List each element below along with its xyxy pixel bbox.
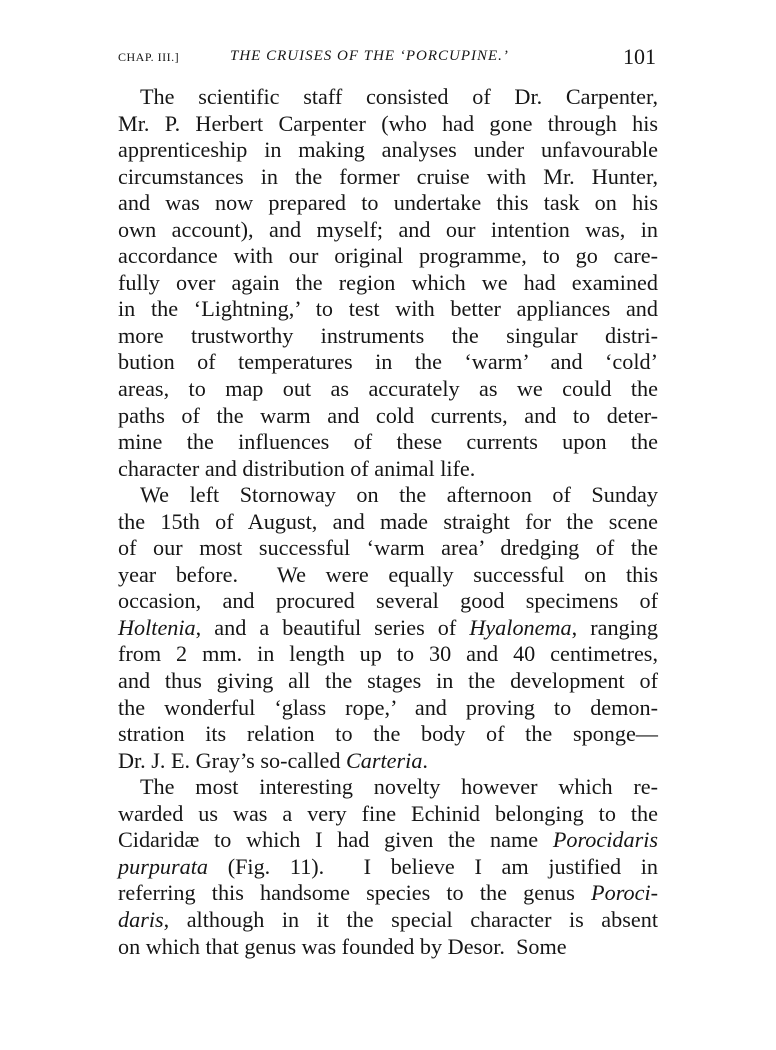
text-line: [118, 323, 658, 350]
text-line: [118, 403, 658, 430]
text-run: Cidaridæ to which I had given the name: [118, 827, 553, 853]
text-line: [118, 243, 658, 270]
text-line: [118, 774, 658, 801]
italic-term: Carteria: [345, 747, 423, 773]
text-run: own account), and myself; and our intention was, in: [118, 216, 658, 242]
text-run: stration its relation to the body of the sponge—: [118, 721, 658, 747]
text-line: [118, 801, 658, 828]
text-line: [118, 907, 658, 934]
text-run: referring this handsome species to the genus: [118, 880, 592, 906]
text-run: and was now prepared to undertake this task on his: [118, 190, 658, 216]
text-run: the 15th of August, and made straight for the scene: [118, 508, 658, 534]
text-line: [118, 615, 658, 642]
text-line: [118, 535, 658, 562]
text-line: [118, 111, 658, 138]
text-line: [118, 349, 658, 376]
text-run: (Fig. 11). I believe I am justified in: [208, 853, 658, 879]
text-run: Mr. P. Herbert Carpenter (who had gone through his: [118, 110, 658, 136]
italic-term: Holtenia: [118, 614, 196, 640]
text-run: of our most successful ‘warm area’ dredging of the: [118, 535, 658, 561]
text-line: [118, 137, 658, 164]
text-run: areas, to map out as accurately as we could the: [118, 376, 658, 402]
text-run: bution of temperatures in the ‘warm’ and ‘cold’: [118, 349, 658, 375]
text-line: [118, 588, 658, 615]
text-run: We left Stornoway on the afternoon of Sunday: [140, 482, 658, 508]
text-run: occasion, and procured several good specimens of: [118, 588, 658, 614]
text-run: , although in it the special character is absent: [163, 906, 658, 932]
chapter-label: CHAP. III.]: [118, 50, 180, 64]
text-run: circumstances in the former cruise with Mr. Hunter,: [118, 163, 658, 189]
chapter-title: THE CRUISES OF THE ‘PORCUPINE.’: [230, 48, 509, 64]
text-line: [118, 695, 658, 722]
text-line: [118, 296, 658, 323]
italic-term: purpurata: [118, 853, 208, 879]
page-number: 101: [623, 44, 656, 69]
text-line: [118, 429, 658, 456]
text-line: [118, 509, 658, 536]
text-line: [118, 748, 658, 775]
text-run: more trustworthy instruments the singular distri-: [118, 322, 658, 348]
text-line: [118, 827, 658, 854]
text-run: The scientific staff consisted of Dr. Carpenter,: [140, 84, 658, 109]
text-line: [118, 376, 658, 403]
running-head: [118, 44, 658, 70]
text-line: [118, 562, 658, 589]
text-run: fully over again the region which we had examined: [118, 269, 658, 295]
text-line: [118, 270, 658, 297]
text-line: [118, 84, 658, 111]
text-line: [118, 880, 658, 907]
text-run: in the ‘Lightning,’ to test with better appliances and: [118, 296, 658, 322]
text-line: [118, 217, 658, 244]
text-run: , and a beautiful series of: [195, 614, 470, 640]
text-run: character and distribution of animal life.: [118, 455, 476, 481]
italic-term: Poroci-: [591, 880, 658, 906]
text-line: [118, 190, 658, 217]
body-text: [118, 84, 658, 960]
text-line: [118, 482, 658, 509]
text-line: [118, 934, 658, 961]
text-run: from 2 mm. in length up to 30 and 40 centimetres,: [118, 641, 658, 667]
text-run: mine the influences of these currents upon the: [118, 429, 658, 455]
text-run: accordance with our original programme, to go care-: [118, 243, 658, 269]
text-run: The most interesting novelty however which re-: [140, 774, 658, 800]
italic-term: Porocidaris: [552, 827, 658, 853]
text-run: and thus giving all the stages in the development of: [118, 668, 658, 694]
text-line: [118, 668, 658, 695]
text-run: warded us was a very fine Echinid belonging to the: [118, 800, 658, 826]
text-run: Dr. J. E. Gray’s so-called: [118, 747, 346, 773]
text-run: the wonderful ‘glass rope,’ and proving to demon-: [118, 694, 658, 720]
text-line: [118, 721, 658, 748]
text-line: [118, 456, 658, 483]
paragraph: [118, 774, 658, 960]
text-line: [118, 164, 658, 191]
text-run: year before. We were equally successful on this: [118, 561, 658, 587]
text-run: on which that genus was founded by Desor. Some: [118, 933, 567, 959]
text-line: [118, 854, 658, 881]
italic-term: daris: [118, 906, 164, 932]
paragraph: [118, 482, 658, 774]
italic-term: Hyalonema: [469, 614, 572, 640]
text-run: .: [422, 747, 428, 773]
text-run: paths of the warm and cold currents, and to deter-: [118, 402, 658, 428]
paragraph: [118, 84, 658, 482]
text-run: apprenticeship in making analyses under unfavourable: [118, 137, 658, 163]
text-line: [118, 641, 658, 668]
text-run: , ranging: [571, 614, 658, 640]
